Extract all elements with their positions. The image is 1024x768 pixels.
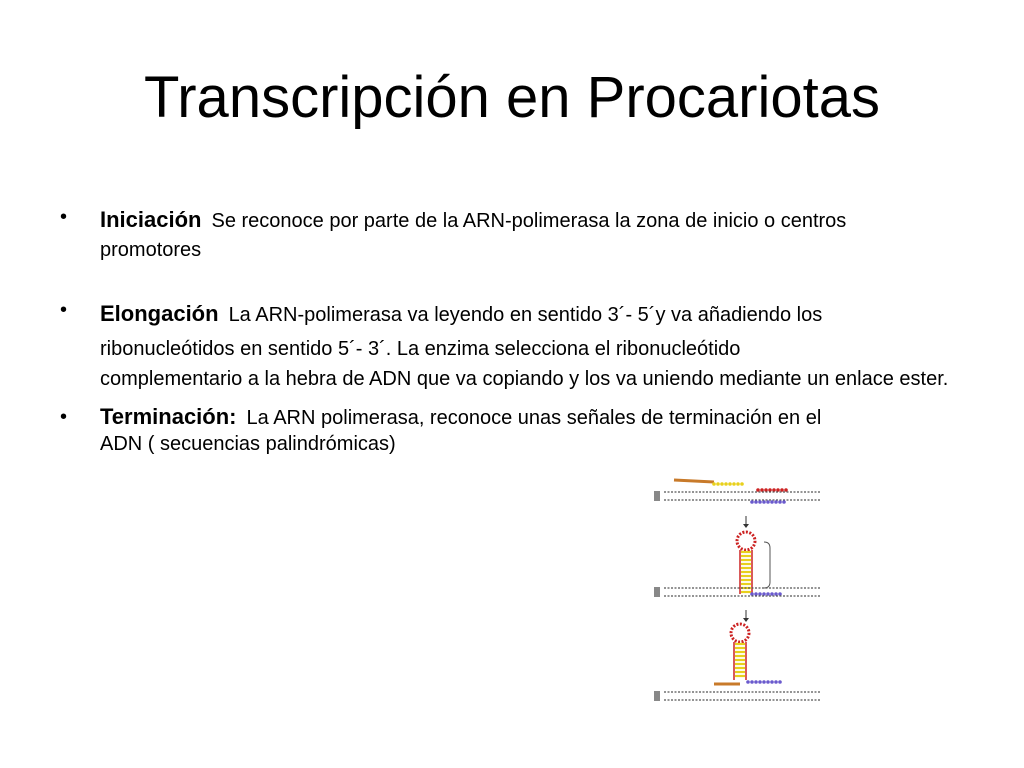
rna-nucleotide bbox=[782, 500, 786, 504]
rna-nucleotide bbox=[712, 482, 716, 486]
rna-transcript bbox=[674, 480, 714, 482]
bullet-text: La ARN-polimerasa va leyendo en sentido 3´- 5´y va añadiendo los bbox=[228, 304, 823, 326]
bullet-list bbox=[60, 204, 960, 457]
slide-title: Transcripción en Procariotas bbox=[143, 65, 881, 130]
strand-end-marker bbox=[654, 691, 660, 701]
bullet-terminacion bbox=[60, 404, 960, 457]
rna-nucleotide bbox=[720, 482, 724, 486]
hairpin-bracket bbox=[764, 542, 770, 588]
rna-nucleotide bbox=[756, 488, 760, 492]
strand-end-marker bbox=[654, 491, 660, 501]
strand-end-marker bbox=[654, 587, 660, 597]
rna-nucleotide bbox=[728, 482, 732, 486]
rna-nucleotide bbox=[740, 482, 744, 486]
termination-hairpin-figure bbox=[648, 470, 830, 706]
rna-nucleotide bbox=[750, 500, 754, 504]
hairpin-loop bbox=[737, 532, 755, 550]
bullet-text: La ARN polimerasa, reconoce unas señales de terminación en el bbox=[246, 407, 822, 429]
rna-nucleotide bbox=[736, 482, 740, 486]
rna-nucleotide bbox=[784, 488, 788, 492]
rna-nucleotide bbox=[778, 500, 782, 504]
rna-nucleotide bbox=[762, 680, 766, 684]
rna-nucleotide bbox=[758, 680, 762, 684]
bullet-iniciacion bbox=[60, 204, 960, 263]
rna-nucleotide bbox=[766, 680, 770, 684]
rna-nucleotide bbox=[750, 680, 754, 684]
rna-nucleotide bbox=[716, 482, 720, 486]
rna-nucleotide bbox=[774, 500, 778, 504]
rna-nucleotide bbox=[770, 680, 774, 684]
bullet-lead: Terminación: bbox=[100, 404, 237, 429]
bullet-elongacion bbox=[60, 297, 960, 392]
rna-nucleotide bbox=[778, 592, 782, 596]
arrow-head bbox=[743, 618, 749, 622]
rna-nucleotide bbox=[750, 592, 754, 596]
bullet-text: ribonucleótidos en sentido 5´- 3´. La enzima selecciona el ribonucleótido bbox=[100, 338, 741, 360]
rna-nucleotide bbox=[758, 500, 762, 504]
bullet-marker: • bbox=[60, 299, 68, 321]
bullet-text: complementario a la hebra de ADN que va copiando y los va uniendo mediante un enlace ester. bbox=[100, 368, 949, 390]
bullet-text: promotores bbox=[100, 239, 202, 261]
rna-nucleotide bbox=[758, 592, 762, 596]
bullet-marker: • bbox=[60, 406, 68, 428]
rna-nucleotide bbox=[770, 592, 774, 596]
bullet-text: ADN ( secuencias palindrómicas) bbox=[100, 433, 396, 455]
rna-nucleotide bbox=[766, 592, 770, 596]
rna-nucleotide bbox=[776, 488, 780, 492]
rna-nucleotide bbox=[764, 488, 768, 492]
rna-nucleotide bbox=[732, 482, 736, 486]
rna-nucleotide bbox=[762, 592, 766, 596]
rna-nucleotide bbox=[766, 500, 770, 504]
bullet-text: Se reconoce por parte de la ARN-polimerasa la zona de inicio o centros bbox=[211, 210, 847, 232]
rna-nucleotide bbox=[760, 488, 764, 492]
rna-nucleotide bbox=[762, 500, 766, 504]
rna-nucleotide bbox=[774, 680, 778, 684]
rna-nucleotide bbox=[754, 680, 758, 684]
hairpin-diagram bbox=[648, 470, 830, 706]
rna-nucleotide bbox=[754, 592, 758, 596]
rna-nucleotide bbox=[724, 482, 728, 486]
bullet-marker: • bbox=[60, 206, 68, 228]
rna-nucleotide bbox=[778, 680, 782, 684]
rna-nucleotide bbox=[746, 680, 750, 684]
rna-nucleotide bbox=[772, 488, 776, 492]
rna-nucleotide bbox=[780, 488, 784, 492]
rna-nucleotide bbox=[774, 592, 778, 596]
hairpin-loop bbox=[731, 624, 749, 642]
rna-nucleotide bbox=[754, 500, 758, 504]
bullet-lead: Iniciación bbox=[100, 207, 202, 232]
rna-nucleotide bbox=[768, 488, 772, 492]
arrow-head bbox=[743, 524, 749, 528]
rna-nucleotide bbox=[770, 500, 774, 504]
bullet-lead: Elongación bbox=[100, 301, 219, 326]
